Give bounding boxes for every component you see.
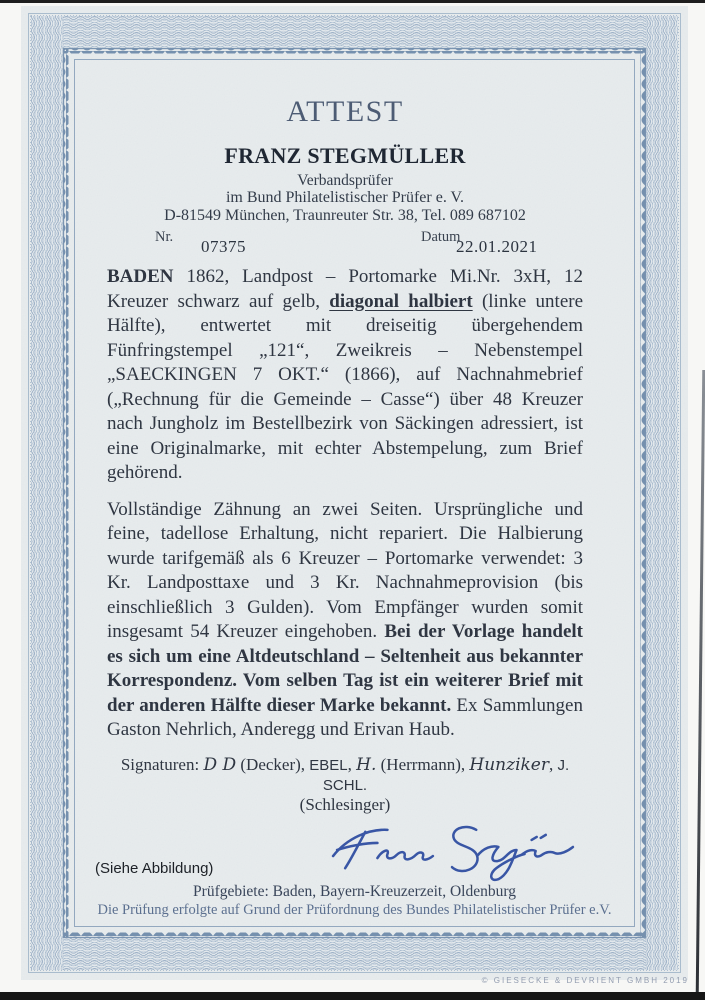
condition-paragraph [107,498,583,743]
signature-hunziker: Hunziker [469,754,549,775]
description-paragraph [107,265,583,486]
examiner-association: im Bund Philatelistischer Prüfer e. V. [225,189,465,206]
signature-schlesinger-abbr: J. SCHL. [322,756,570,794]
photo-edge-right [696,370,705,995]
signature-herrmann-name: (Herrmann), [376,754,470,774]
signatures-separator-2: , [549,754,558,774]
signature-decker-initials: D D [203,754,237,775]
signature-decker-name: (Decker), [236,754,310,774]
see-figure-note: (Siehe Abbildung) [95,860,214,877]
printer-credit: © GIESECKE & DEVRIENT GMBH 2019 [481,976,689,985]
attest-title: ATTEST [286,95,404,128]
signatures-line [107,755,583,795]
bisect-highlight: diagonal halbiert [329,290,473,312]
signature-schlesinger-name: (Schlesinger) [299,794,391,814]
examiner-name: FRANZ STEGMÜLLER [224,143,466,168]
rarity-statement-bold: Bei der Vorlage handelt es sich um eine Altdeutschland – Seltenheit aus bekannter Korrespondenz. Vom selben Tag ist ein weiterer Brief mit der anderen Hälfte dieser Marke bekannt. [107,621,583,716]
provenance-text: Ex Sammlungen Gaston Nehrlich, Anderegg und Erivan Haub. [107,694,583,740]
pruefgebiete-line: Prüfgebiete: Baden, Bayern-Kreuzerzeit, Oldenburg [193,883,516,900]
description-text-1: 1862, Landpost – Portomarke Mi.Nr. 3xH, 12 Kreuzer schwarz auf gelb, [107,266,583,312]
description-text-2: (linke untere Hälfte), entwertet mit dreiseitig übergehendem Fünfringstempel „121“, Zweikreis – Nebenstempel „SAECKINGEN 7 OKT.“ (1866), auf Nachnahmebrief („Rechnung für die Gemeinde – Casse“) über 48 Kreuzer nach Jungholz im Bestellbezirk von Säckingen adressiert, ist eine Originalmarke, mit echter Abstempelung, zum Brief gehörend. [107,290,584,483]
signatures-separator-1: , [347,754,357,774]
certificate-paper [21,6,688,980]
certificate-number-label: Nr. [155,229,174,245]
date-label: Datum [421,229,461,245]
photo-edge-top [0,0,705,3]
date-value: 22.01.2021 [456,237,538,256]
condition-text-1: Vollständige Zähnung an zwei Seiten. Ursprüngliche und feine, tadellose Erhaltung, nicht repariert. Die Halbierung wurde tarifgemäß als 6 Kreuzer – Portomarke verwendet: 3 Kr. Landposttaxe und 3 Kr. Nachnahmeprovision (bis einschließlich 3 Gulden). Vom Empfänger wurden somit insgesamt 54 Kreuzer eingehoben. [107,498,583,642]
examiner-address: D-81549 München, Traunreuter Str. 38, Tel. 089 687102 [164,207,526,224]
certificate-text [107,265,583,883]
legal-line: Die Prüfung erfolgte auf Grund der Prüfordnung des Bundes Philatelistischer Prüfer e.V. [97,902,612,918]
signature-ebel: EBEL [309,756,348,774]
examiner-role: Verbandsprüfer [297,172,393,189]
country-issue-bold: BADEN [107,266,174,287]
signature-herrmann-initial: H. [356,754,377,775]
handwritten-signature [325,817,577,883]
certificate-content [74,59,635,927]
certificate-number-value: 07375 [201,237,246,256]
photo-edge-bottom [0,992,705,1000]
signatures-label: Signaturen: [120,754,204,774]
